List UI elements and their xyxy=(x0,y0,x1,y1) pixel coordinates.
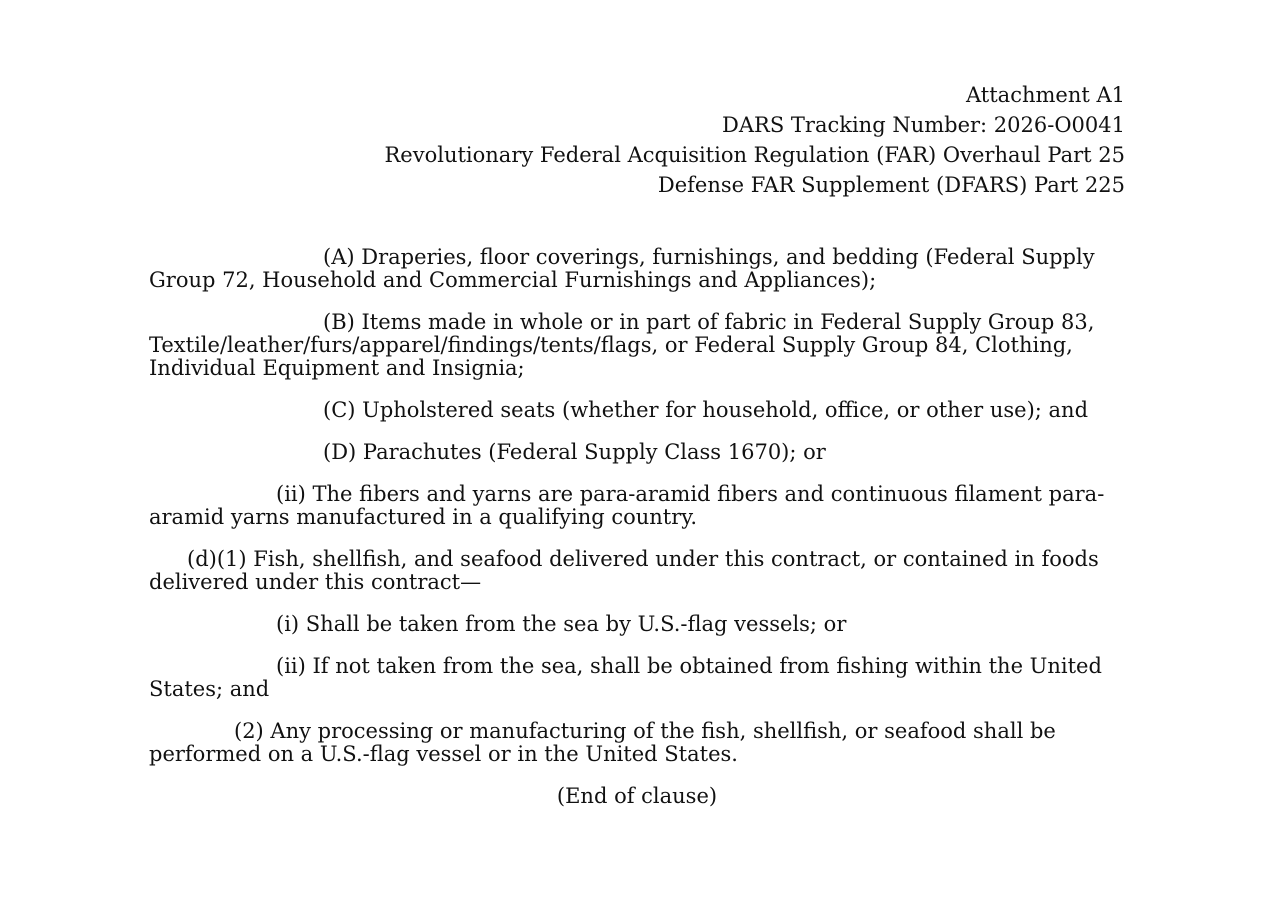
paragraph-i-us-flag-vessels: (i) Shall be taken from the sea by U.S.-flag vessels; or xyxy=(276,612,847,636)
paragraph-2-processing: (2) Any processing or manufacturing of the fish, shellfish, or seafood shall be performed on a U.S.-flag vessel or in the United States. xyxy=(149,719,1056,766)
end-of-clause: (End of clause) xyxy=(556,784,718,808)
document-header xyxy=(385,80,1126,200)
far-part-title: Revolutionary Federal Acquisition Regulation (FAR) Overhaul Part 25 xyxy=(384,143,1125,167)
paragraph-ii-fishing-us: (ii) If not taken from the sea, shall be obtained from fishing within the United States; and xyxy=(149,654,1102,701)
paragraph-ii-para-aramid: (ii) The fibers and yarns are para-aramid fibers and continuous filament para-aramid yarns manufactured in a qualifying country. xyxy=(149,482,1105,529)
dfars-part-title: Defense FAR Supplement (DFARS) Part 225 xyxy=(657,173,1125,197)
paragraph-C-upholstered-seats: (C) Upholstered seats (whether for household, office, or other use); and xyxy=(323,398,1089,422)
paragraph-A-draperies: (A) Draperies, floor coverings, furnishings, and bedding (Federal Supply Group 72, Household and Commercial Furnishings and Appliances); xyxy=(149,245,1095,292)
tracking-number: DARS Tracking Number: 2026-O0041 xyxy=(722,113,1125,137)
paragraph-D-parachutes: (D) Parachutes (Federal Supply Class 1670); or xyxy=(323,440,826,464)
document-body xyxy=(149,246,1129,827)
paragraph-d1-fish: (d)(1) Fish, shellfish, and seafood delivered under this contract, or contained in foods delivered under this contract— xyxy=(149,547,1099,594)
paragraph-B-fabric-items: (B) Items made in whole or in part of fabric in Federal Supply Group 83, Textile/leather/furs/apparel/findings/tents/flags, or Federal Supply Group 84, Clothing, Individual Equipment and Insignia; xyxy=(149,310,1095,380)
attachment-label: Attachment A1 xyxy=(966,83,1125,107)
